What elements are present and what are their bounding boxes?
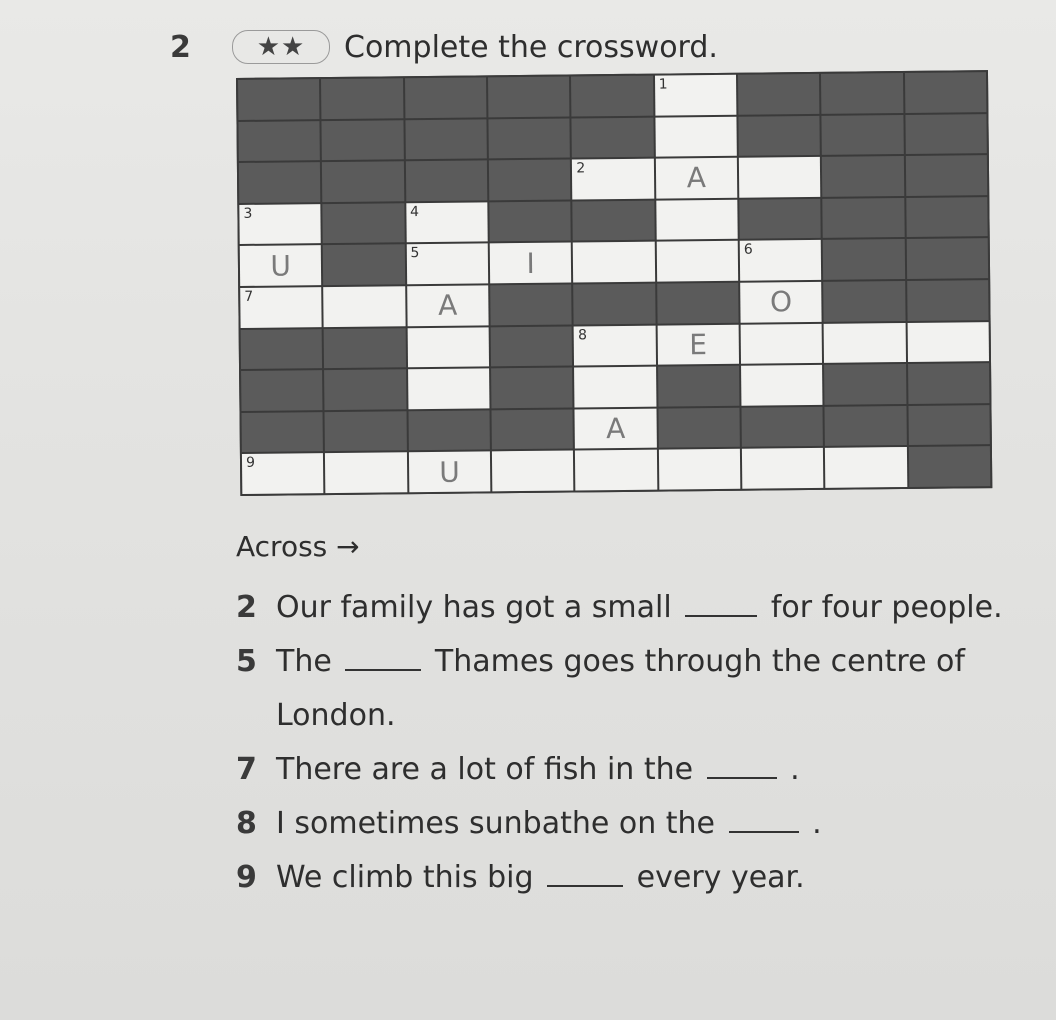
crossword-cell[interactable] [325,453,407,493]
crossword-cell[interactable] [656,158,738,198]
crossword-black-cell [408,410,490,450]
given-letter: U [439,455,460,489]
clue-text [276,581,1016,635]
clue-item [236,797,1016,851]
crossword-black-cell [242,412,324,452]
clue-number-label: 5 [410,245,420,262]
given-letter: U [270,249,292,283]
clue-number: 2 [236,590,257,625]
clue-text-after: Thames goes through the centre of London. [276,644,965,733]
crossword-black-cell [322,161,404,201]
crossword-cell[interactable] [407,327,489,367]
crossword-cell[interactable] [575,408,657,448]
answer-blank[interactable] [707,755,777,779]
crossword-black-cell [489,160,571,200]
crossword-cell[interactable] [240,246,322,286]
crossword-cell[interactable] [574,367,656,407]
crossword-black-cell [822,115,904,155]
crossword-black-cell [323,203,405,243]
crossword-cell[interactable] [825,447,907,487]
crossword-black-cell [324,369,406,409]
crossword-black-cell [405,119,487,159]
given-letter: A [437,288,458,323]
clue-text-before: The [276,644,332,679]
clue-number: 5 [236,644,257,679]
given-letter: I [526,246,535,280]
exercise-number: 2 [170,29,191,65]
crossword-cell[interactable] [242,453,324,493]
crossword-black-cell [406,161,488,201]
clue-number-label: 8 [577,326,588,344]
clue-number-label: 2 [576,160,586,177]
difficulty-stars-icon: ★★ [232,30,330,64]
crossword-cell[interactable] [907,322,989,362]
clue-number-label: 4 [409,203,420,220]
crossword-black-cell [658,366,740,406]
crossword-cell[interactable] [575,450,657,490]
crossword-black-cell [325,411,407,451]
answer-blank[interactable] [685,593,757,617]
exercise-instruction: Complete the crossword. [344,29,718,65]
clue-text-after: . [812,806,822,841]
crossword-black-cell [238,121,320,161]
given-letter: E [689,327,708,362]
crossword-black-cell [822,156,904,196]
crossword-cell[interactable] [406,244,488,284]
clue-text [276,851,1016,905]
across-clues-section [236,530,1016,905]
across-heading: Across → [236,530,360,563]
crossword-cell[interactable] [406,202,488,242]
crossword-black-cell [823,198,905,238]
crossword-cell[interactable] [656,200,738,240]
crossword-black-cell [657,283,739,323]
crossword-black-cell [908,363,990,403]
clue-text-before: There are a lot of fish in the [276,752,694,787]
clue-text-after: for four people. [770,590,1003,625]
crossword-black-cell [489,201,571,241]
crossword-black-cell [741,407,823,447]
clue-text-before: We climb this big [276,860,534,895]
answer-blank[interactable] [345,647,421,671]
clue-text [276,635,1016,743]
clue-number-label: 6 [743,241,753,259]
crossword-black-cell [825,406,907,446]
crossword-cell[interactable] [574,325,656,365]
crossword-black-cell [906,155,988,195]
crossword-cell[interactable] [492,451,574,491]
clue-number-label: 9 [245,455,256,472]
crossword-cell[interactable] [239,204,321,244]
crossword-grid [236,70,992,496]
crossword-cell[interactable] [409,452,491,492]
crossword-black-cell [488,118,570,158]
crossword-black-cell [490,284,572,324]
crossword-black-cell [323,245,405,285]
crossword-cell[interactable] [655,75,737,115]
exercise-header [170,22,718,72]
clue-text-after: every year. [636,860,805,895]
clue-item [236,581,1016,635]
crossword-black-cell [573,200,655,240]
crossword-black-cell [239,162,321,202]
crossword-cell[interactable] [407,285,489,325]
clue-number-label: 1 [658,76,668,93]
clue-number: 9 [236,860,257,895]
crossword-cell[interactable] [659,449,741,489]
crossword-black-cell [321,78,403,118]
crossword-black-cell [908,405,990,445]
clue-number-label: 7 [244,288,254,305]
crossword-cell[interactable] [824,323,906,363]
crossword-black-cell [491,368,573,408]
crossword-black-cell [241,329,323,369]
given-letter: O [769,285,793,319]
crossword-cell[interactable] [740,282,822,322]
clue-number-label: 3 [243,205,253,222]
crossword-black-cell [488,77,570,117]
crossword-cell[interactable] [572,159,654,199]
crossword-black-cell [324,328,406,368]
crossword-black-cell [823,281,905,321]
crossword-black-cell [658,408,740,448]
crossword-cell[interactable] [657,324,739,364]
clue-item [236,743,1016,797]
crossword-cell[interactable] [742,448,824,488]
clue-text [276,743,1016,797]
crossword-cell[interactable] [739,157,821,197]
crossword-cell[interactable] [240,287,322,327]
crossword-black-cell [905,72,987,112]
crossword-black-cell [241,370,323,410]
crossword-cell[interactable] [324,286,406,326]
crossword-cell[interactable] [655,116,737,156]
crossword-black-cell [491,326,573,366]
crossword-black-cell [572,117,654,157]
given-letter: A [686,161,707,195]
crossword-black-cell [738,74,820,114]
crossword-black-cell [905,114,987,154]
crossword-cell[interactable] [490,243,572,283]
crossword-black-cell [405,77,487,117]
crossword-black-cell [821,73,903,113]
clue-text [276,797,1016,851]
clue-text-after: . [790,752,800,787]
clue-text-before: I sometimes sunbathe on the [276,806,715,841]
crossword-black-cell [738,115,820,155]
crossword-cell[interactable] [408,369,490,409]
clue-text-before: Our family has got a small [276,590,672,625]
answer-blank[interactable] [729,809,799,833]
clue-item [236,635,1016,743]
crossword-black-cell [906,197,988,237]
crossword-black-cell [574,284,656,324]
crossword-black-cell [907,280,989,320]
clue-number: 7 [236,752,257,787]
crossword-black-cell [571,76,653,116]
clue-item [236,851,1016,905]
answer-blank[interactable] [547,863,623,887]
crossword-black-cell [824,364,906,404]
crossword-cell[interactable] [573,242,655,282]
given-letter: A [605,412,626,446]
crossword-cell[interactable] [741,365,823,405]
crossword-cell[interactable] [741,323,823,363]
crossword-black-cell [238,79,320,119]
crossword-black-cell [322,120,404,160]
crossword-cell[interactable] [740,240,822,280]
crossword-puzzle [236,70,992,496]
crossword-black-cell [491,409,573,449]
crossword-black-cell [906,239,988,279]
crossword-black-cell [909,447,991,487]
crossword-cell[interactable] [656,241,738,281]
crossword-black-cell [823,239,905,279]
crossword-black-cell [739,199,821,239]
clue-number: 8 [236,806,257,841]
